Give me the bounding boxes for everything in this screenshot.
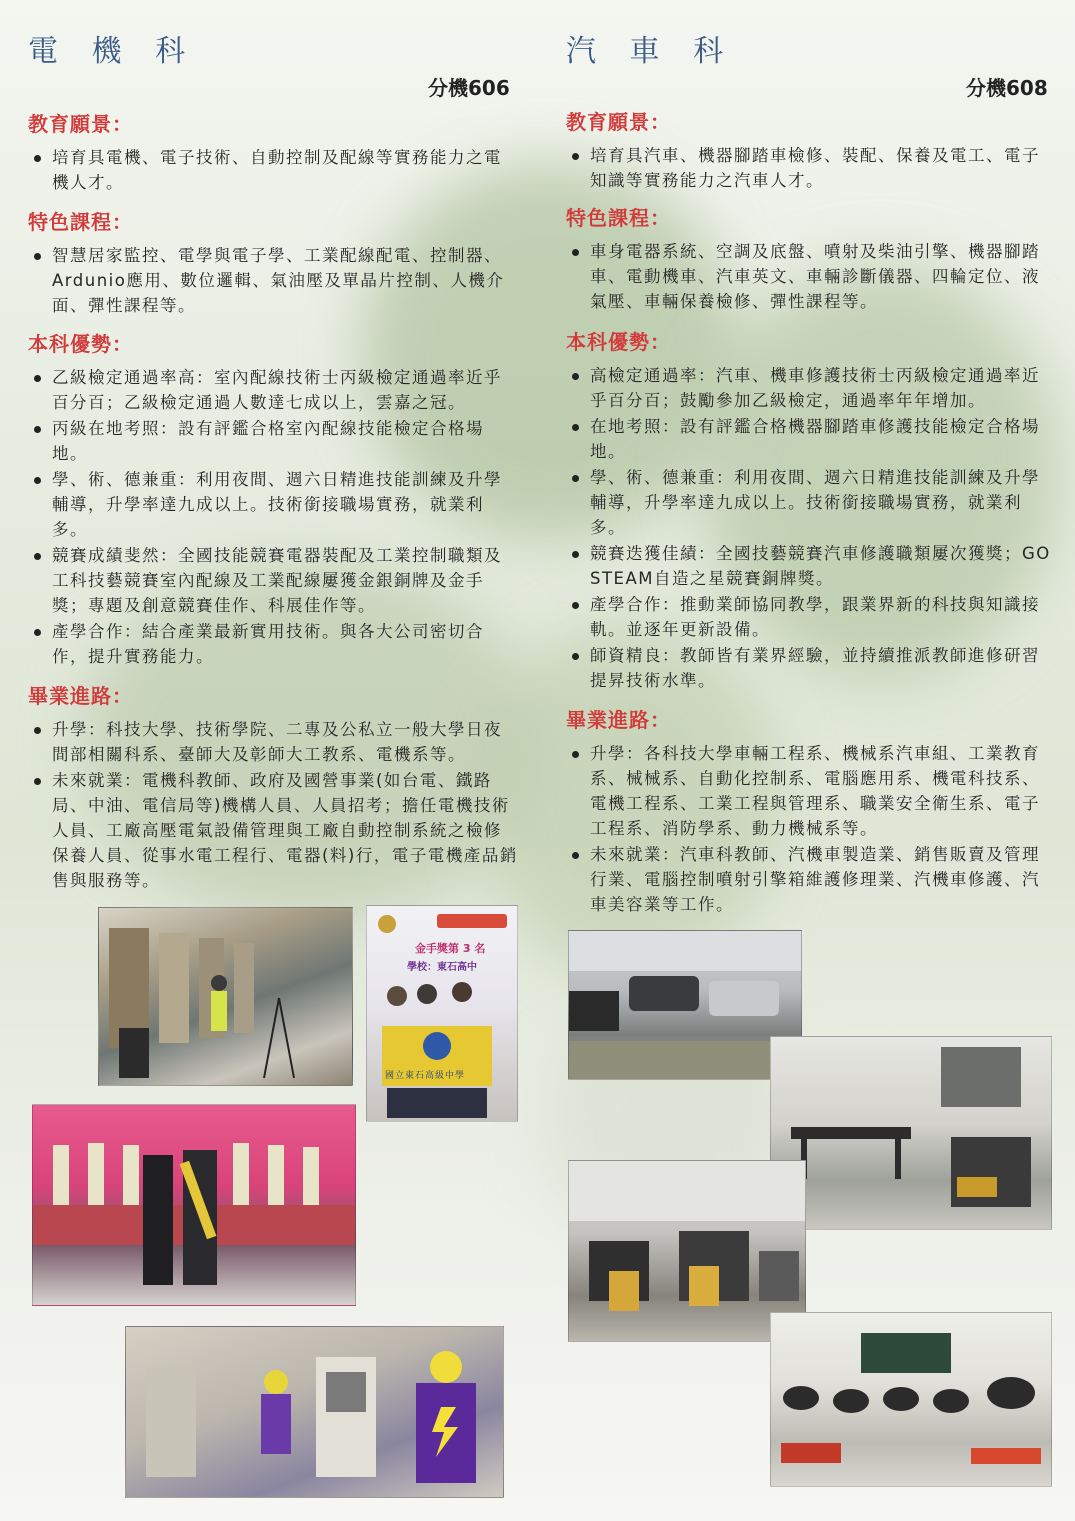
- section-career: [28, 680, 518, 894]
- section-career: [566, 704, 1056, 918]
- item-text: 競賽迭獲佳績：全國技藝競賽汽車修護職類屢次獲獎；GO STEAM自造之星競賽銅牌獎。: [590, 544, 1051, 588]
- list-item: [566, 143, 1056, 193]
- list-item: [566, 363, 1056, 413]
- section-heading: 特色課程：: [28, 210, 133, 234]
- section-heading: 特色課程：: [566, 206, 671, 230]
- stage-scene-icon: [33, 1105, 355, 1305]
- section-heading: 本科優勢：: [28, 332, 133, 356]
- section-courses: [28, 206, 518, 319]
- section-heading: 畢業進路：: [28, 684, 133, 708]
- bullet-icon: [572, 852, 579, 859]
- item-text: 未來就業：汽車科教師、汽機車製造業、銷售販賣及管理行業、電腦控制噴射引擎箱維護修理業、汽機車修護、汽車美容業等工作。: [590, 845, 1040, 914]
- bullet-icon: [572, 153, 579, 160]
- bullet-icon: [34, 375, 41, 382]
- list-item: [28, 619, 518, 669]
- list-item: [566, 465, 1056, 540]
- banner-line1: 金手獎第 3 名: [415, 942, 486, 955]
- item-text: 未來就業：電機科教師、政府及國營事業(如台電、鐵路局、中油、電信局等)機構人員、人員招考；擔任電機技術人員、工廠高壓電氣設備管理與工廠自動控制系統之檢修保養人員、從事水電工程行、電器(料)行，電子電機產品銷售與服務等。: [52, 771, 518, 890]
- item-text: 高檢定通過率：汽車、機車修護技術士丙級檢定通過率近乎百分百；鼓勵參加乙級檢定，通過率年年增加。: [590, 366, 1040, 410]
- list-item: [28, 717, 518, 767]
- photo-wiring-workshop: [98, 907, 353, 1086]
- item-text: 競賽成績斐然：全國技能競賽電器裝配及工業控制職類及工科技藝競賽室內配線及工業配線屢獲金銀銅牌及金手獎；專題及創意競賽佳作、科展佳作等。: [52, 546, 502, 615]
- item-text: 產學合作：推動業師協同教學，跟業界新的科技與知識接軌。並逐年更新設備。: [590, 595, 1040, 639]
- list-item: [28, 416, 518, 466]
- item-text: 培育具電機、電子技術、自動控制及配線等實務能力之電機人才。: [52, 148, 502, 192]
- section-advantages: [28, 328, 518, 670]
- item-text: 乙級檢定通過率高：室內配線技術士丙級檢定通過率近乎百分百；乙級檢定通過人數達七成以上，雲嘉之冠。: [52, 368, 502, 412]
- bullet-icon: [572, 751, 579, 758]
- bullet-icon: [34, 727, 41, 734]
- list-item: [28, 243, 518, 318]
- department-title: 汽 車 科: [566, 34, 736, 69]
- section-heading: 教育願景：: [566, 110, 671, 134]
- workshop-scene-icon: [99, 908, 352, 1085]
- bullet-icon: [572, 424, 579, 431]
- engine-lab-scene-icon: [771, 1037, 1051, 1229]
- section-vision: [28, 108, 518, 196]
- bullet-icon: [572, 653, 579, 660]
- banner-line2: 學校：東石高中: [407, 962, 477, 973]
- section-heading: 畢業進路：: [566, 708, 671, 732]
- list-item: [566, 592, 1056, 642]
- list-item: [566, 842, 1056, 917]
- bullet-icon: [34, 778, 41, 785]
- bullet-icon: [572, 249, 579, 256]
- photo-engine-lab: [770, 1036, 1052, 1230]
- item-text: 丙級在地考照：設有評鑑合格室內配線技能檢定合格場地。: [52, 419, 484, 463]
- list-item: [28, 467, 518, 542]
- bullet-icon: [34, 155, 41, 162]
- list-item: [566, 741, 1056, 841]
- section-heading: 本科優勢：: [566, 330, 671, 354]
- bullet-icon: [34, 553, 41, 560]
- photo-motorcycle-workshop: [770, 1312, 1052, 1487]
- list-item: [28, 543, 518, 618]
- item-text: 升學：各科技大學車輛工程系、機械系汽車組、工業教育系、械械系、自動化控制系、電腦應用系、機電科技系、電機工程系、工業工程與管理系、職業安全衛生系、電子工程系、消防學系、動力機械系等。: [590, 744, 1040, 838]
- flag-text: 國立東石高級中學: [385, 1071, 466, 1081]
- list-item: [566, 541, 1056, 591]
- bullet-icon: [34, 253, 41, 260]
- item-text: 車身電器系統、空調及底盤、噴射及柴油引擎、機器腳踏車、電動機車、汽車英文、車輛診斷儀器、四輪定位、液氣壓、車輛保養檢修、彈性課程等。: [590, 242, 1040, 311]
- section-vision: [566, 106, 1056, 194]
- item-text: 升學：科技大學、技術學院、二專及公私立一般大學日夜間部相關科系、臺師大及彰師大工教系、電機系等。: [52, 720, 502, 764]
- photo-car-garage: [568, 930, 802, 1080]
- item-text: 學、術、德兼重：利用夜間、週六日精進技能訓練及升學輔導，升學率達九成以上。技術銜接職場實務，就業利多。: [52, 470, 502, 539]
- bullet-icon: [34, 629, 41, 636]
- bullet-icon: [572, 373, 579, 380]
- list-item: [566, 414, 1056, 464]
- item-text: 培育具汽車、機器腳踏車檢修、裝配、保養及電工、電子知識等實務能力之汽車人才。: [590, 146, 1040, 190]
- list-item: [28, 768, 518, 893]
- bullet-icon: [572, 475, 579, 482]
- award-scene-icon: [367, 906, 517, 1121]
- section-heading: 教育願景：: [28, 112, 133, 136]
- section-courses: [566, 202, 1056, 315]
- bullet-icon: [34, 477, 41, 484]
- practice-scene-icon: [126, 1327, 503, 1497]
- photo-graduation-stage: [32, 1104, 356, 1306]
- photo-award-ceremony: [366, 905, 518, 1122]
- extension-number: 分機608: [966, 76, 1048, 100]
- item-text: 智慧居家監控、電學與電子學、工業配線配電、控制器、Ardunio應用、數位邏輯、氣油壓及單晶片控制、人機介面、彈性課程等。: [52, 246, 505, 315]
- item-text: 師資精良：教師皆有業界經驗，並持續推派教師進修研習提昇技術水準。: [590, 646, 1040, 690]
- item-text: 學、術、德兼重：利用夜間、週六日精進技能訓練及升學輔導，升學率達九成以上。技術銜接職場實務，就業利多。: [590, 468, 1040, 537]
- list-item: [566, 239, 1056, 314]
- bullet-icon: [34, 426, 41, 433]
- extension-number: 分機606: [428, 76, 510, 100]
- bullet-icon: [572, 602, 579, 609]
- bullet-icon: [572, 551, 579, 558]
- list-item: [28, 365, 518, 415]
- item-text: 在地考照：設有評鑑合格機器腳踏車修護技能檢定合格場地。: [590, 417, 1040, 461]
- motorcycle-scene-icon: [771, 1313, 1051, 1486]
- list-item: [566, 643, 1056, 693]
- section-advantages: [566, 326, 1056, 694]
- list-item: [28, 145, 518, 195]
- department-title: 電 機 科: [28, 34, 198, 69]
- photo-electrical-practice: [125, 1326, 504, 1498]
- item-text: 產學合作：結合產業最新實用技術。與各大公司密切合作，提升實務能力。: [52, 622, 484, 666]
- garage-scene-icon: [569, 931, 801, 1079]
